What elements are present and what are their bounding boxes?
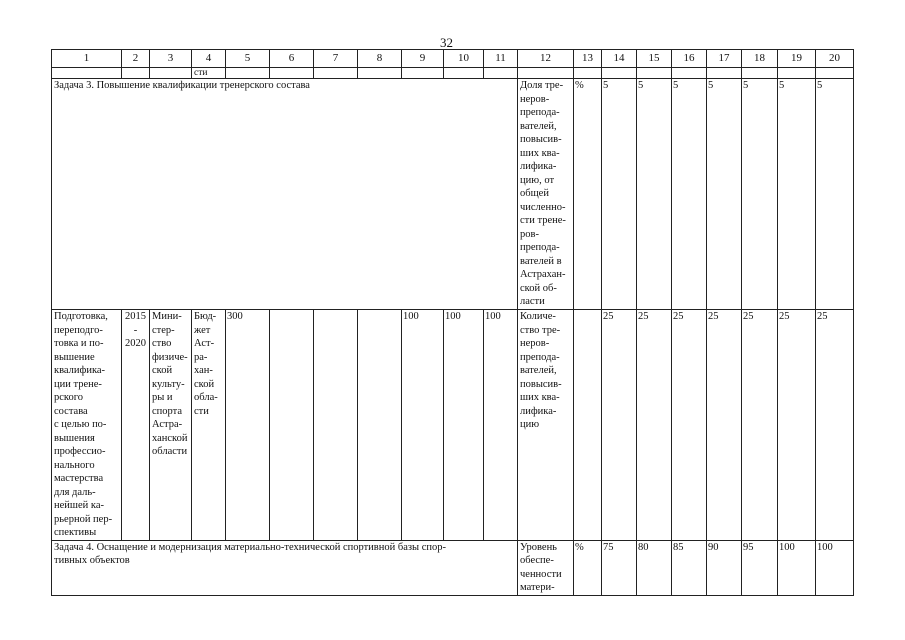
col-header: 5 — [226, 50, 270, 68]
value-cell: 5 — [602, 79, 637, 310]
col-header: 1 — [52, 50, 122, 68]
period-cell: 2015 - 2020 — [122, 310, 150, 541]
fragment-row — [52, 68, 854, 79]
col-header: 16 — [672, 50, 707, 68]
col-header: 7 — [314, 50, 358, 68]
unit-cell: % — [574, 79, 602, 310]
value-cell: 100 — [778, 540, 816, 595]
source-cell: Бюд- жет Аст- ра- хан- ской обла- сти — [192, 310, 226, 541]
task-title: Задача 3. Повышение квалификации тренерского состава — [52, 79, 518, 310]
page-number: 32 — [440, 35, 453, 50]
header-row — [52, 50, 854, 68]
value-cell: 85 — [672, 540, 707, 595]
col-header: 3 — [150, 50, 192, 68]
value-cell: 95 — [742, 540, 778, 595]
program-table — [51, 49, 854, 596]
col-header: 19 — [778, 50, 816, 68]
col-header: 10 — [444, 50, 484, 68]
col-header: 6 — [270, 50, 314, 68]
value-cell: 25 — [742, 310, 778, 541]
year-cell: 100 — [484, 310, 518, 541]
value-cell: 80 — [637, 540, 672, 595]
value-cell: 5 — [637, 79, 672, 310]
col-header: 8 — [358, 50, 402, 68]
activity-row — [52, 310, 854, 541]
value-cell: 5 — [672, 79, 707, 310]
col-header: 17 — [707, 50, 742, 68]
indicator-cell: Уровень обеспе- ченности матери- — [518, 540, 574, 595]
activity-name: Подготовка, переподго- товка и по- вышение квалифика- ции трене- рского состава с целью по- вышения профессио- нального мастерства для даль- нейшей ка- рьерной пер- спективы — [52, 310, 122, 541]
executor-cell: Мини- стер- ство физиче- ской культу- ры и спорта Астра- ханской области — [150, 310, 192, 541]
col-header: 4 — [192, 50, 226, 68]
col-header: 9 — [402, 50, 444, 68]
value-cell: 25 — [778, 310, 816, 541]
year-cell: 100 — [402, 310, 444, 541]
year-cell: 100 — [444, 310, 484, 541]
fragment-cell: сти — [192, 68, 226, 79]
value-cell: 25 — [637, 310, 672, 541]
col-header: 20 — [816, 50, 854, 68]
value-cell: 5 — [742, 79, 778, 310]
task-row — [52, 540, 854, 595]
col-header: 18 — [742, 50, 778, 68]
col-header: 15 — [637, 50, 672, 68]
value-cell: 25 — [672, 310, 707, 541]
value-cell: 75 — [602, 540, 637, 595]
unit-cell: % — [574, 540, 602, 595]
value-cell: 90 — [707, 540, 742, 595]
value-cell: 5 — [816, 79, 854, 310]
value-cell: 5 — [707, 79, 742, 310]
value-cell: 25 — [816, 310, 854, 541]
total-cell: 300 — [226, 310, 270, 541]
value-cell: 25 — [602, 310, 637, 541]
indicator-cell: Доля тре- неров- преподa- вателей, повысив- ших ква- лифика- цию, от общей численно- сти трене- ров- преподa- вателей в Астрахан- ской об- ласти — [518, 79, 574, 310]
col-header: 13 — [574, 50, 602, 68]
col-header: 11 — [484, 50, 518, 68]
col-header: 2 — [122, 50, 150, 68]
task-row — [52, 79, 854, 310]
value-cell: 25 — [707, 310, 742, 541]
col-header: 12 — [518, 50, 574, 68]
indicator-cell: Количе- ство тре- неров- преподa- вателей, повысив- ших ква- лифика- цию — [518, 310, 574, 541]
col-header: 14 — [602, 50, 637, 68]
value-cell: 100 — [816, 540, 854, 595]
value-cell: 5 — [778, 79, 816, 310]
task-title: Задача 4. Оснащение и модернизация материально-технической спортивной базы спор- тивных объектов — [52, 540, 518, 595]
